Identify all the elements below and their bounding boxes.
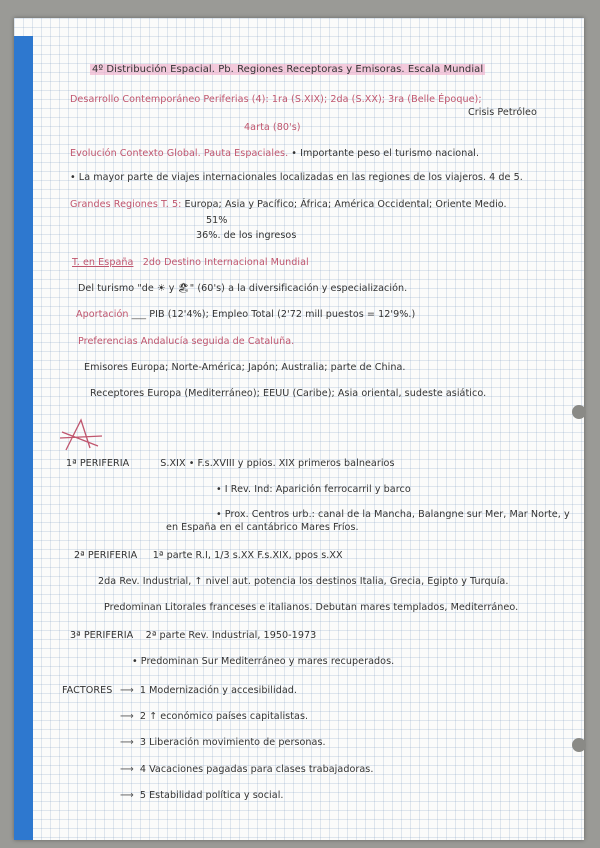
turismo-line: Del turismo "de ☀ y 🏖" (60's) a la diversificación y especialización. — [78, 283, 408, 294]
arrow-right-icon: ⟶ — [120, 764, 134, 775]
periferia-1-text: S.XIX • F.s.XVIII y ppios. XIX primeros balnearios — [160, 458, 395, 469]
periferia-2-b: 2da Rev. Industrial, ↑ nivel aut. potencia los destinos Italia, Grecia, Egipto y Turquía. — [98, 576, 509, 587]
aportacion-text: PIB (12'4%); Empleo Total (2'72 mill puestos = 12'9%.) — [149, 309, 416, 320]
factores-label: FACTORES — [62, 685, 113, 696]
factor-item: ⟶ 2 ↑ económico países capitalistas. — [120, 711, 309, 722]
periferia-2-c: Predominan Litorales franceses e italianos. Debutan mares templados, Mediterráneo. — [104, 602, 519, 613]
factor-item: ⟶ 5 Estabilidad política y social. — [120, 790, 284, 801]
arrow-right-icon: ⟶ — [120, 711, 134, 722]
evolucion-line — [70, 148, 479, 159]
arrow-right-icon: ⟶ — [120, 737, 134, 748]
desarrollo-line — [70, 94, 482, 105]
espana-line — [72, 257, 309, 268]
grandes-line — [70, 199, 507, 210]
aportacion-line: Aportación ___ PIB (12'4%); Empleo Total (2'72 mill puestos = 12'9%.) — [76, 309, 416, 320]
desarrollo-extra: Crisis Petróleo — [468, 107, 537, 118]
periferia-1-d: en España en el cantábrico Mares Fríos. — [166, 522, 359, 533]
factor-item: ⟶ 1 Modernización y accesibilidad. — [120, 685, 297, 696]
punch-hole — [572, 405, 586, 419]
desarrollo-line2: 4arta (80's) — [244, 122, 301, 133]
grandes-pct1: 51% — [206, 215, 228, 226]
receptores-line: Receptores Europa (Mediterráneo); EEUU (Caribe); Asia oriental, sudeste asiático. — [90, 388, 487, 399]
punch-hole — [572, 738, 586, 752]
arrow-right-icon: ⟶ — [120, 685, 134, 696]
periferia-3-label: 3ª PERIFERIA — [70, 630, 134, 641]
factor-item: ⟶ 4 Vacaciones pagadas para clases trabajadoras. — [120, 764, 374, 775]
preferencias-line: Preferencias Andalucía seguida de Cataluña. — [78, 336, 295, 347]
evolucion-label: Evolución Contexto Global. Pauta Espaciales. — [70, 148, 289, 159]
espana-text: 2do Destino Internacional Mundial — [142, 257, 309, 268]
grandes-label: Grandes Regiones T. 5: — [70, 199, 182, 210]
aportacion-label: Aportación — [76, 309, 129, 320]
periferia-1-b: • I Rev. Ind: Aparición ferrocarril y barco — [216, 484, 411, 495]
arrow-right-icon: ⟶ — [120, 790, 134, 801]
periferia-3-b: • Predominan Sur Mediterráneo y mares recuperados. — [132, 656, 395, 667]
page-heading: 4º Distribución Espacial. Pb. Regiones Receptoras y Emisoras. Escala Mundial — [92, 64, 484, 75]
grandes-text: Europa; Asia y Pacífico; África; América Occidental; Oriente Medio. — [184, 199, 507, 210]
espana-label: T. en España — [72, 257, 134, 268]
periferia-3-line — [70, 630, 316, 641]
periferia-1-line — [66, 458, 395, 469]
desarrollo-label: Desarrollo Contemporáneo — [70, 94, 201, 105]
margin-band — [14, 36, 33, 840]
periferia-1-c: • Prox. Centros urb.: canal de la Mancha, Balangne sur Mer, Mar Norte, y — [216, 509, 570, 520]
evolucion-text: • Importante peso el turismo nacional. — [291, 148, 480, 159]
periferia-2-text: 1ª parte R.I, 1/3 s.XX F.s.XIX, ppos s.XX — [152, 550, 343, 561]
periferia-1-label: 1ª PERIFERIA — [66, 458, 130, 469]
periferia-2-line — [74, 550, 343, 561]
periferia-3-text: 2ª parte Rev. Industrial, 1950-1973 — [145, 630, 317, 641]
star-doodle — [56, 416, 106, 452]
factor-item: ⟶ 3 Liberación movimiento de personas. — [120, 737, 326, 748]
grandes-pct2: 36%. de los ingresos — [196, 230, 297, 241]
emisores-line: Emisores Europa; Norte-América; Japón; Australia; parte de China. — [84, 362, 406, 373]
desarrollo-text: Periferias (4): 1ra (S.XIX); 2da (S.XX); 3ra (Belle Époque); — [203, 94, 482, 105]
mayor-parte-line: • La mayor parte de viajes internacionales localizadas en las regiones de los viajeros. 4 de 5. — [70, 172, 523, 183]
periferia-2-label: 2ª PERIFERIA — [74, 550, 138, 561]
